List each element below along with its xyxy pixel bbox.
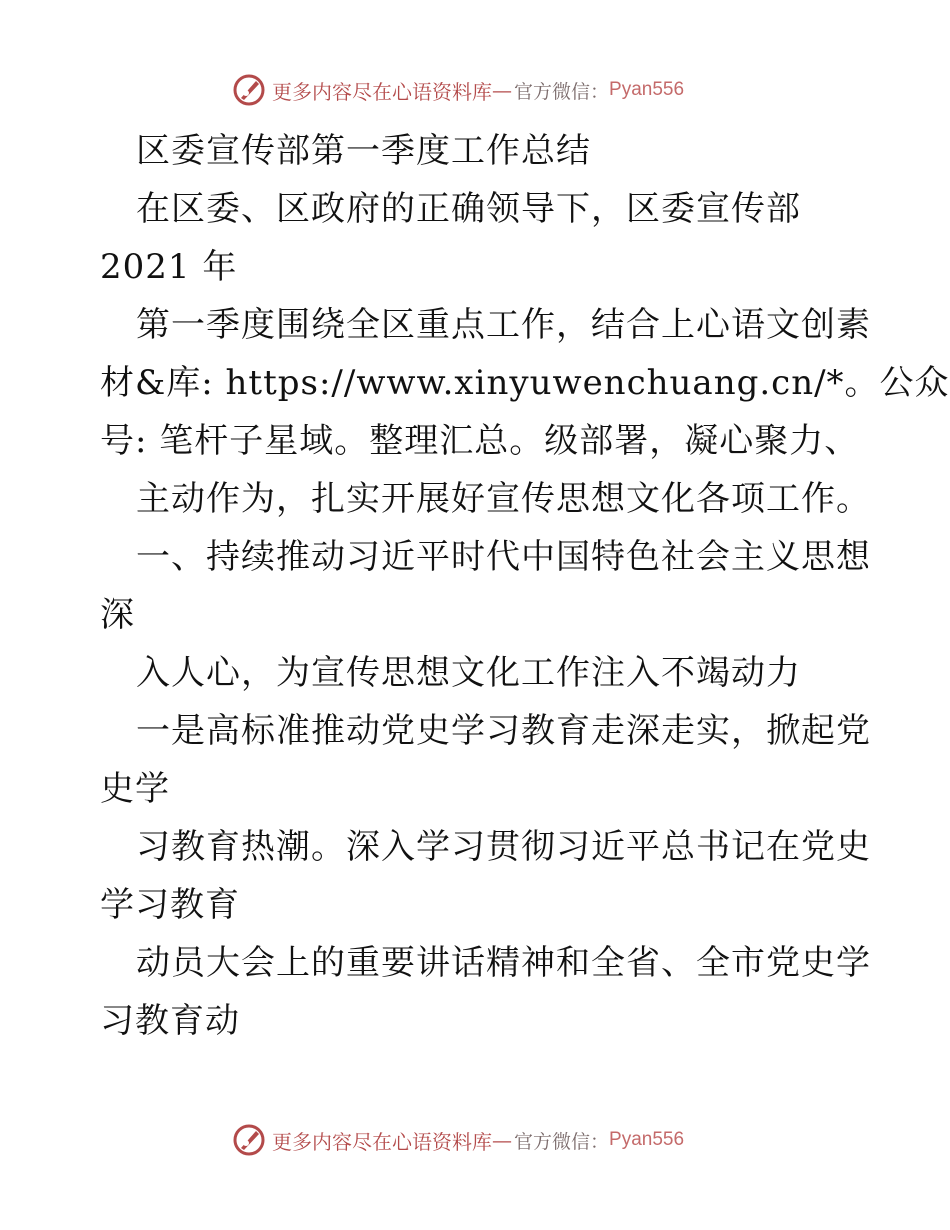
text-line: 一是高标准推动党史学习教育走深走实，掀起党 [136, 711, 871, 751]
header-watermark [232, 72, 684, 108]
text-line: 材&库: https://www.xinyuwenchuang.cn/*。公众 [100, 363, 950, 403]
watermark-dash: — [492, 78, 512, 102]
watermark-wechat-id: Pyan556 [609, 79, 685, 100]
watermark-dash: — [492, 1128, 512, 1152]
footer-watermark [232, 1122, 684, 1158]
text-line: 动员大会上的重要讲话精神和全省、全市党史学 [136, 943, 871, 983]
text-line: 习教育热潮。深入学习贯彻习近平总书记在党史 [136, 827, 871, 867]
text-line: 深 [100, 595, 135, 635]
document-title: 区委宣传部第一季度工作总结 [136, 131, 591, 171]
text-line: 第一季度围绕全区重点工作，结合上心语文创素 [136, 305, 871, 345]
watermark-text: 更多内容尽在心语资料库 [272, 79, 492, 104]
text-line: 习教育动 [100, 1001, 240, 1041]
document-body [100, 122, 950, 1050]
text-line: 号: 笔杆子星域。整理汇总。级部署，凝心聚力、 [100, 421, 860, 461]
watermark-contact-label: 官方微信： [514, 1130, 610, 1153]
section-heading: 入人心，为宣传思想文化工作注入不竭动力 [136, 653, 801, 693]
watermark-wechat-id: Pyan556 [609, 1129, 685, 1150]
text-line: 学习教育 [100, 885, 240, 925]
watermark-text: 更多内容尽在心语资料库 [272, 1129, 492, 1154]
quill-logo-icon [232, 1123, 266, 1157]
text-line: 在区委、区政府的正确领导下，区委宣传部 [136, 189, 801, 229]
text-line: 史学 [100, 769, 170, 809]
watermark-contact-label: 官方微信： [514, 80, 610, 103]
section-heading: 一、持续推动习近平时代中国特色社会主义思想 [136, 537, 871, 577]
quill-logo-icon [232, 73, 266, 107]
text-line: 主动作为，扎实开展好宣传思想文化各项工作。 [136, 479, 871, 519]
text-line: 2021 年 [100, 247, 238, 287]
